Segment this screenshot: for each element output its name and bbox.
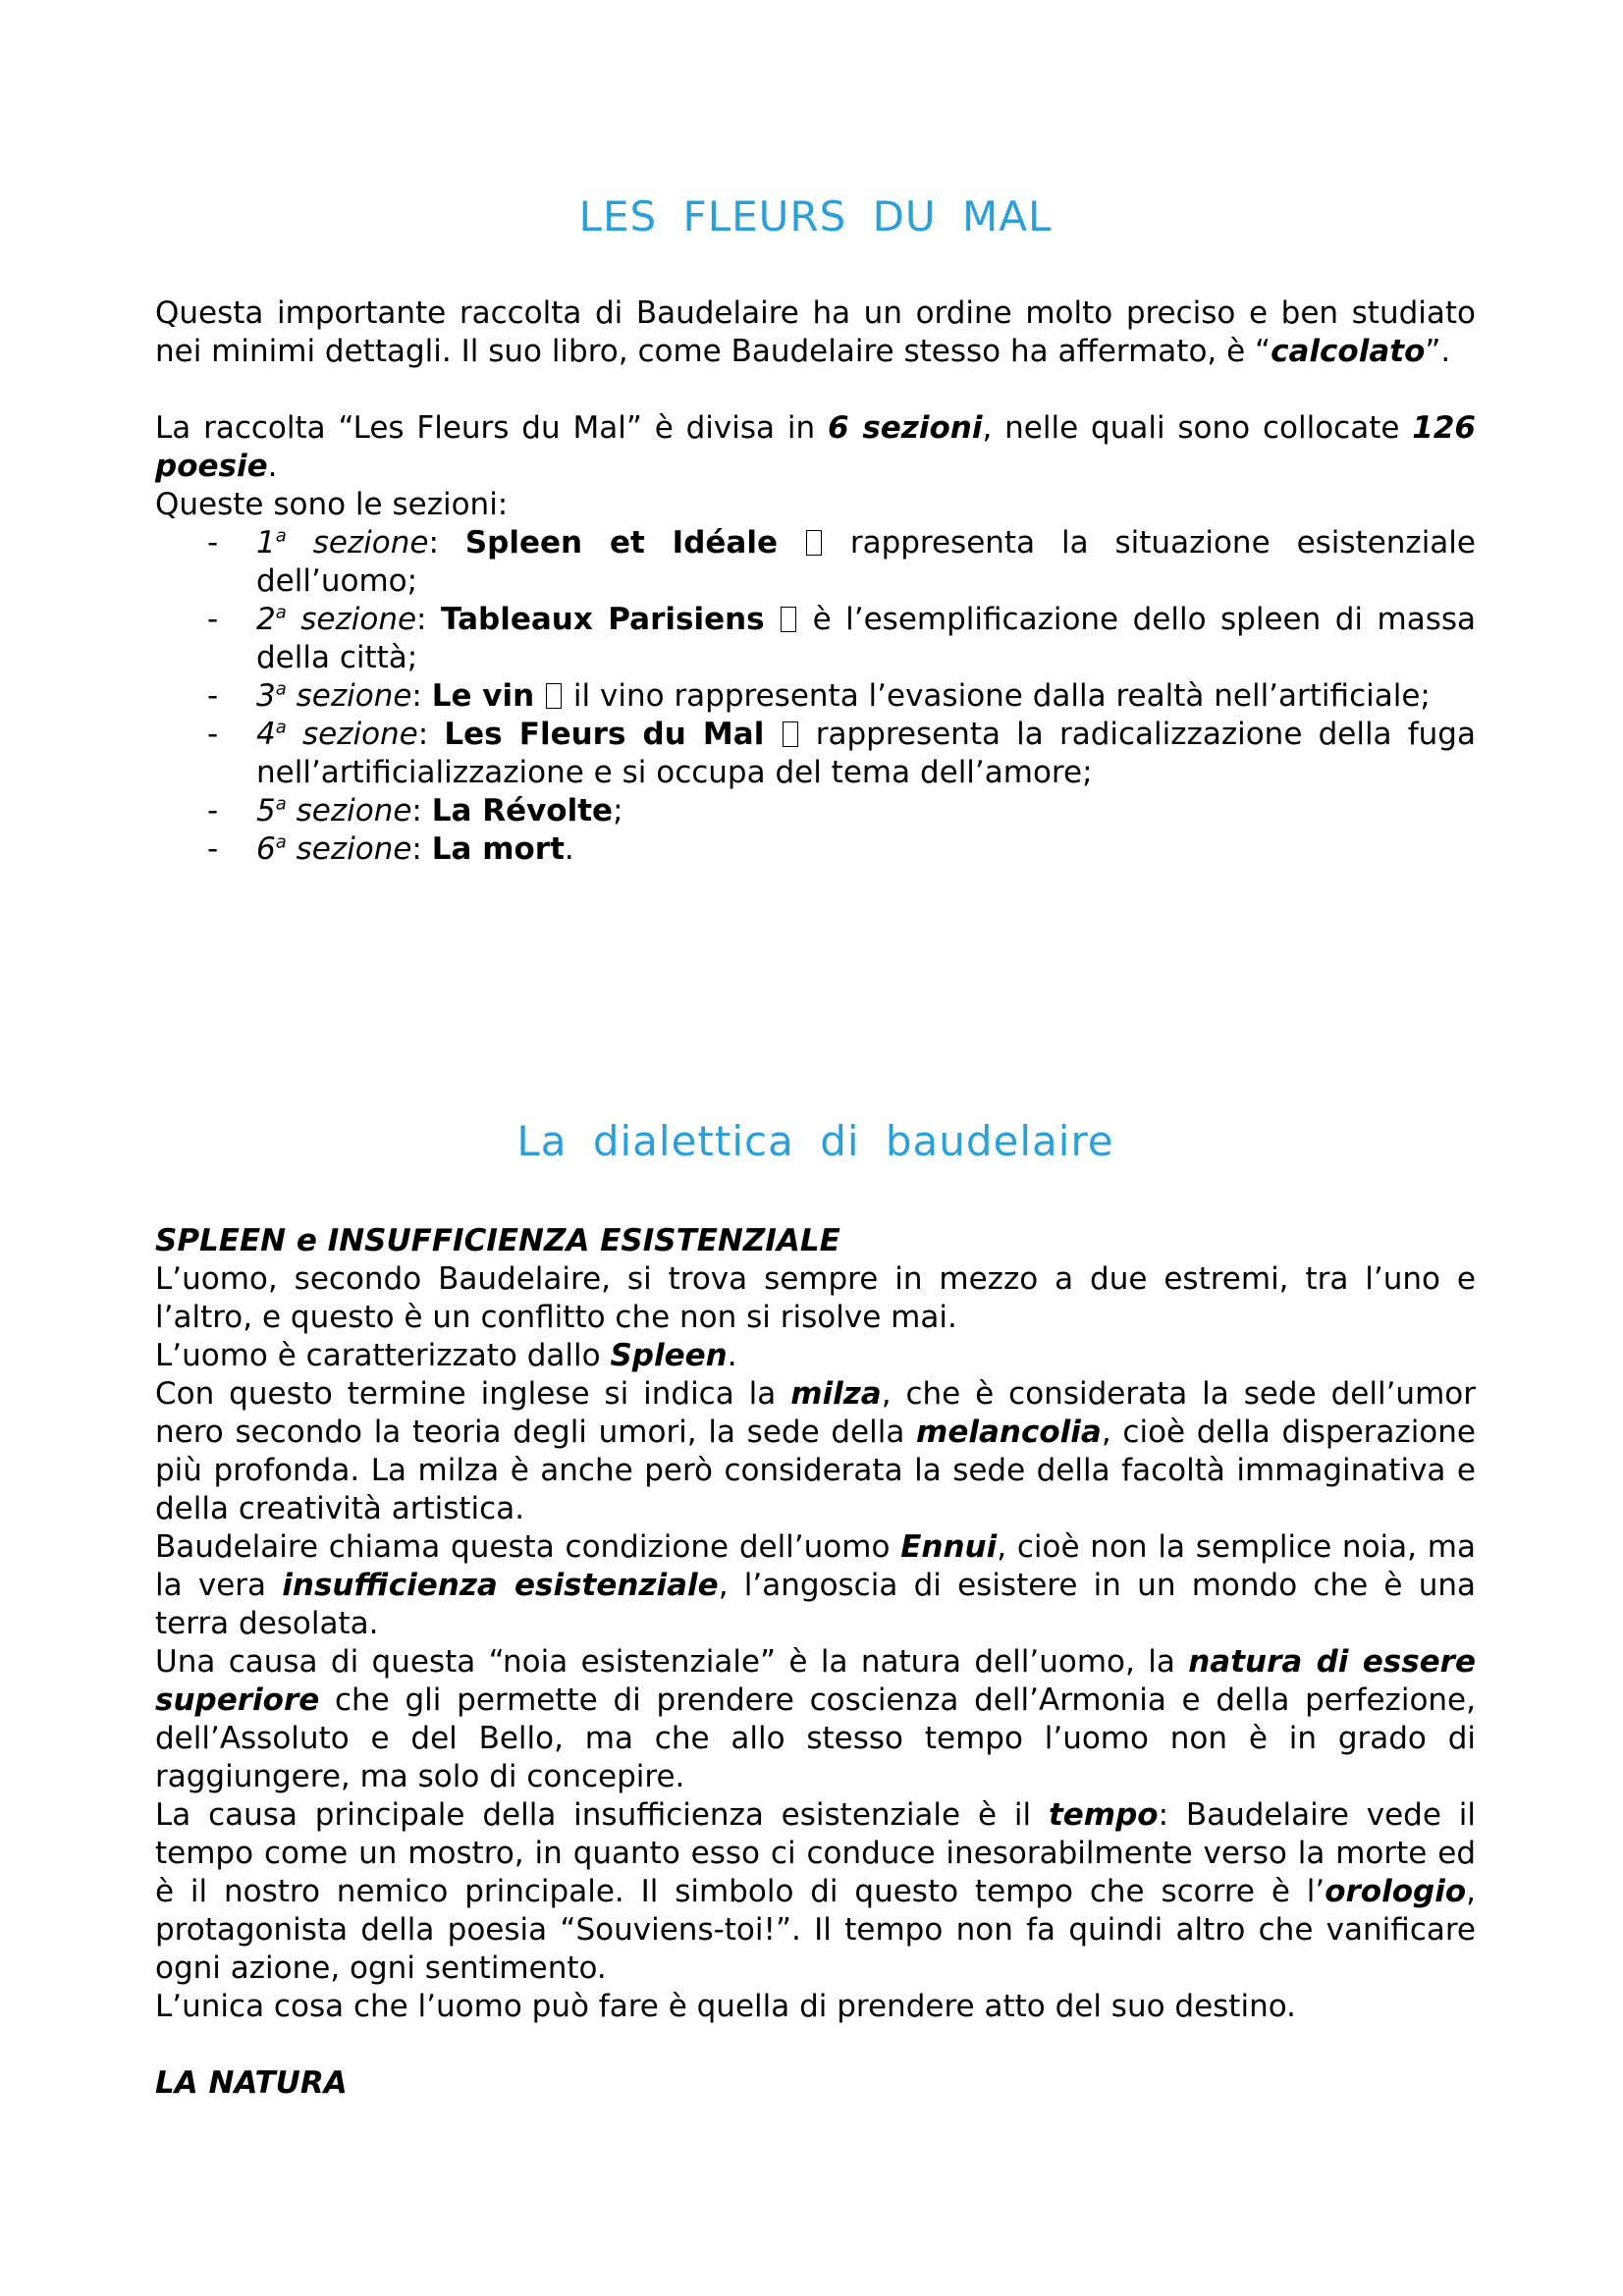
section-count: 6 sezioni (827, 410, 983, 446)
term-ennui: Ennui (900, 1529, 998, 1565)
paragraph: Con questo termine inglese si indica la milza, che è considerata la sede dell’umor nero secondo la teoria degli umori, la sede della melancolia, cioè della disperazione più profonda. La milza è anche però considerata la sede della facoltà immaginativa e della creatività artistica. (155, 1376, 1476, 1526)
term-melancolia: melancolia (916, 1415, 1102, 1450)
term-natura: natura di essere superiore (155, 1644, 1476, 1718)
section-description: ; (613, 793, 623, 828)
paragraph: L’uomo è caratterizzato dallo Spleen. (155, 1338, 737, 1373)
section-number: 3$^a$ sezione (256, 678, 412, 714)
paragraph: La causa principale della insufficienza esistenziale è il tempo: Baudelaire vede il tempo come un mostro, in quanto esso ci conduce inesorabilmente verso la morte ed è il nostro nemico principale. Il simbolo di questo tempo che scorre è l’orologio, protagonista della poesia “Souviens-toi!”. Il tempo non fa quindi altro che vanificare ogni azione, ogni sentimento. (155, 1797, 1476, 1986)
term-tempo: tempo (1048, 1797, 1159, 1833)
term-milza: milza (790, 1376, 882, 1412)
section-description: rappresenta la radicalizzazione della fuga nell’artificializzazione e si occupa del tema dell’amore; (256, 717, 1476, 790)
intro-paragraph (155, 294, 1476, 371)
blank-line (155, 371, 1476, 409)
term-spleen: Spleen (610, 1338, 728, 1373)
sections-intro: Queste sono le sezioni: (155, 487, 509, 522)
colon: : (416, 602, 441, 637)
list-item (155, 716, 1476, 792)
page-title: LES FLEURS DU MAL (578, 192, 1053, 240)
section-number: 6$^a$ sezione (256, 831, 412, 867)
section-name: Les Fleurs du Mal (444, 717, 765, 752)
section-name: Tableaux Parisiens (440, 602, 765, 637)
division-text-end: . (267, 449, 278, 484)
term-orologio: orologio (1325, 1874, 1467, 1909)
arrow-placeholder-icon (781, 607, 796, 632)
intro-text: Questa importante raccolta di Baudelaire ha un ordine molto preciso e ben studiato nei minimi dettagli. Il suo libro, come Baudelaire stesso ha affermato, è “ (155, 295, 1476, 369)
list-item (155, 792, 1476, 830)
paragraph: L’uomo, secondo Baudelaire, si trova sempre in mezzo a due estremi, tra l’uno e l’altro, e questo è un conflitto che non si risolve mai. (155, 1261, 1476, 1335)
division-paragraph (155, 409, 1476, 486)
list-item (155, 524, 1476, 601)
section-name: Le vin (431, 678, 535, 714)
section-name: Spleen et Idéale (464, 525, 778, 561)
list-item (155, 677, 1476, 716)
arrow-placeholder-icon (806, 530, 822, 556)
division-text: La raccolta “Les Fleurs du Mal” è divisa in (155, 410, 828, 446)
list-dash: - (207, 717, 219, 752)
section-number: 1$^a$ sezione (256, 525, 429, 561)
colon: : (411, 678, 432, 714)
subheading-spleen: SPLEEN e INSUFFICIENZA ESISTENZIALE (155, 1223, 840, 1258)
section-description: è l’esemplificazione dello spleen di massa della città; (256, 602, 1476, 675)
division-text-2: , nelle quali sono collocate (982, 410, 1413, 446)
section-number: 4$^a$ sezione (256, 717, 418, 752)
list-dash: - (207, 525, 219, 561)
paragraph: Baudelaire chiama questa condizione dell’uomo Ennui, cioè non la semplice noia, ma la vera insufficienza esistenziale, l’angoscia di esistere in un mondo che è una terra desolata. (155, 1529, 1476, 1641)
list-dash: - (207, 678, 219, 714)
intro-emphasis: calcolato (1271, 334, 1426, 369)
blank-line (155, 2026, 1476, 2064)
section-title: La dialettica di baudelaire (516, 1117, 1114, 1165)
arrow-placeholder-icon (783, 721, 798, 747)
sections-list (155, 524, 1476, 869)
paragraph: Una causa di questa “noia esistenziale” è la natura dell’uomo, la natura di essere superiore che gli permette di prendere coscienza dell’Armonia e della perfezione, dell’Assoluto e del Bello, ma che allo stesso tempo l’uomo non è in grado di raggiungere, ma solo di concepire. (155, 1644, 1476, 1794)
paragraph: L’unica cosa che l’uomo può fare è quella di prendere atto del suo destino. (155, 1989, 1297, 2024)
intro-text-end: ”. (1425, 334, 1451, 369)
term-insufficienza: insufficienza esistenziale (282, 1568, 719, 1603)
list-dash: - (207, 831, 219, 867)
list-dash: - (207, 602, 219, 637)
list-dash: - (207, 793, 219, 828)
colon: : (428, 525, 465, 561)
dialettica-section (155, 1222, 1476, 2103)
section-number: 2$^a$ sezione (256, 602, 417, 637)
section-name: La mort (431, 831, 565, 867)
colon: : (417, 717, 445, 752)
subheading-natura: LA NATURA (155, 2065, 348, 2101)
colon: : (411, 793, 432, 828)
colon: : (411, 831, 432, 867)
poem-count: 126 poesie (155, 410, 1476, 484)
section-number: 5$^a$ sezione (256, 793, 412, 828)
intro-section (155, 294, 1476, 869)
section-description: rappresenta la situazione esistenziale dell’uomo; (256, 525, 1476, 599)
arrow-placeholder-icon (546, 683, 562, 709)
section-name: La Révolte (431, 793, 614, 828)
list-item (155, 601, 1476, 677)
section-description: il vino rappresenta l’evasione dalla realtà nell’artificiale; (564, 678, 1431, 714)
list-item (155, 830, 1476, 869)
section-description: . (564, 831, 574, 867)
